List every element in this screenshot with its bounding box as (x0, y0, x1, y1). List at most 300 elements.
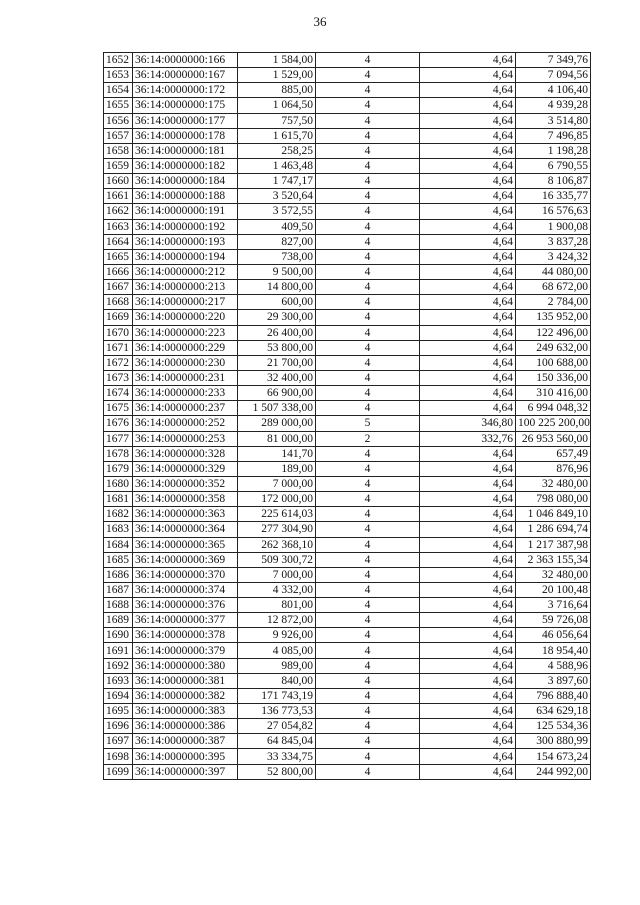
value-cell: 1 046 849,10 (516, 507, 591, 522)
table-row (104, 53, 591, 68)
rate-cell: 346,80 (420, 416, 516, 431)
class-cell: 4 (316, 204, 420, 219)
area-cell: 3 572,55 (238, 204, 316, 219)
value-cell: 6 994 048,32 (516, 401, 591, 416)
row-number-cell: 1696 (104, 719, 133, 734)
rate-cell: 4,64 (420, 355, 516, 370)
class-cell: 4 (316, 264, 420, 279)
area-cell: 801,00 (238, 598, 316, 613)
rate-cell: 4,64 (420, 598, 516, 613)
row-number-cell: 1678 (104, 446, 133, 461)
cadastral-number-cell: 36:14:0000000:184 (133, 174, 238, 189)
rate-cell: 4,64 (420, 446, 516, 461)
row-number-cell: 1676 (104, 416, 133, 431)
area-cell: 1 747,17 (238, 174, 316, 189)
row-number-cell: 1654 (104, 83, 133, 98)
area-cell: 7 000,00 (238, 567, 316, 582)
value-cell: 1 286 694,74 (516, 522, 591, 537)
value-cell: 4 588,96 (516, 658, 591, 673)
class-cell: 4 (316, 643, 420, 658)
rate-cell: 4,64 (420, 204, 516, 219)
value-cell: 3 514,80 (516, 113, 591, 128)
rate-cell: 4,64 (420, 53, 516, 68)
class-cell: 4 (316, 582, 420, 597)
row-number-cell: 1681 (104, 492, 133, 507)
area-cell: 9 926,00 (238, 628, 316, 643)
class-cell: 4 (316, 658, 420, 673)
table-row (104, 598, 591, 613)
cadastral-number-cell: 36:14:0000000:387 (133, 734, 238, 749)
table-row (104, 764, 591, 779)
value-cell: 798 080,00 (516, 492, 591, 507)
area-cell: 289 000,00 (238, 416, 316, 431)
value-cell: 20 100,48 (516, 582, 591, 597)
row-number-cell: 1684 (104, 537, 133, 552)
row-number-cell: 1693 (104, 673, 133, 688)
cadastral-number-cell: 36:14:0000000:386 (133, 719, 238, 734)
table-row (104, 613, 591, 628)
cadastral-number-cell: 36:14:0000000:217 (133, 295, 238, 310)
class-cell: 4 (316, 704, 420, 719)
class-cell: 4 (316, 598, 420, 613)
area-cell: 225 614,03 (238, 507, 316, 522)
table-row (104, 643, 591, 658)
row-number-cell: 1665 (104, 249, 133, 264)
table-row (104, 537, 591, 552)
class-cell: 4 (316, 507, 420, 522)
area-cell: 1 615,70 (238, 128, 316, 143)
table-row (104, 446, 591, 461)
value-cell: 876,96 (516, 461, 591, 476)
area-cell: 64 845,04 (238, 734, 316, 749)
row-number-cell: 1652 (104, 53, 133, 68)
rate-cell: 4,64 (420, 295, 516, 310)
class-cell: 4 (316, 310, 420, 325)
cadastral-number-cell: 36:14:0000000:182 (133, 158, 238, 173)
value-cell: 2 363 155,34 (516, 552, 591, 567)
cadastral-number-cell: 36:14:0000000:352 (133, 476, 238, 491)
rate-cell: 4,64 (420, 522, 516, 537)
rate-cell: 4,64 (420, 234, 516, 249)
cadastral-number-cell: 36:14:0000000:363 (133, 507, 238, 522)
cadastral-number-cell: 36:14:0000000:237 (133, 401, 238, 416)
table-row (104, 582, 591, 597)
table-row (104, 522, 591, 537)
value-cell: 657,49 (516, 446, 591, 461)
cadastral-number-cell: 36:14:0000000:397 (133, 764, 238, 779)
row-number-cell: 1660 (104, 174, 133, 189)
class-cell: 4 (316, 401, 420, 416)
area-cell: 600,00 (238, 295, 316, 310)
cadastral-number-cell: 36:14:0000000:166 (133, 53, 238, 68)
rate-cell: 4,64 (420, 658, 516, 673)
table-row (104, 552, 591, 567)
table-row (104, 189, 591, 204)
class-cell: 4 (316, 355, 420, 370)
row-number-cell: 1698 (104, 749, 133, 764)
area-cell: 1 584,00 (238, 53, 316, 68)
rate-cell: 4,64 (420, 704, 516, 719)
rate-cell: 4,64 (420, 189, 516, 204)
table-row (104, 98, 591, 113)
class-cell: 4 (316, 734, 420, 749)
table-row (104, 340, 591, 355)
rate-cell: 4,64 (420, 219, 516, 234)
area-cell: 7 000,00 (238, 476, 316, 491)
table-row (104, 204, 591, 219)
value-cell: 300 880,99 (516, 734, 591, 749)
row-number-cell: 1692 (104, 658, 133, 673)
cadastral-number-cell: 36:14:0000000:369 (133, 552, 238, 567)
rate-cell: 4,64 (420, 325, 516, 340)
table-row (104, 113, 591, 128)
cadastral-number-cell: 36:14:0000000:191 (133, 204, 238, 219)
area-cell: 26 400,00 (238, 325, 316, 340)
area-cell: 53 800,00 (238, 340, 316, 355)
area-cell: 81 000,00 (238, 431, 316, 446)
table-body (104, 53, 591, 780)
area-cell: 21 700,00 (238, 355, 316, 370)
area-cell: 738,00 (238, 249, 316, 264)
rate-cell: 4,64 (420, 749, 516, 764)
value-cell: 150 336,00 (516, 370, 591, 385)
row-number-cell: 1680 (104, 476, 133, 491)
table-row (104, 628, 591, 643)
rate-cell: 4,64 (420, 673, 516, 688)
cadastral-number-cell: 36:14:0000000:358 (133, 492, 238, 507)
area-cell: 189,00 (238, 461, 316, 476)
rate-cell: 4,64 (420, 764, 516, 779)
area-cell: 32 400,00 (238, 370, 316, 385)
value-cell: 135 952,00 (516, 310, 591, 325)
value-cell: 154 673,24 (516, 749, 591, 764)
rate-cell: 4,64 (420, 158, 516, 173)
cadastral-number-cell: 36:14:0000000:329 (133, 461, 238, 476)
area-cell: 258,25 (238, 143, 316, 158)
class-cell: 4 (316, 98, 420, 113)
cadastral-number-cell: 36:14:0000000:220 (133, 310, 238, 325)
area-cell: 989,00 (238, 658, 316, 673)
area-cell: 1 463,48 (238, 158, 316, 173)
table-row (104, 507, 591, 522)
table-row (104, 158, 591, 173)
rate-cell: 4,64 (420, 643, 516, 658)
cadastral-number-cell: 36:14:0000000:383 (133, 704, 238, 719)
rate-cell: 4,64 (420, 507, 516, 522)
area-cell: 27 054,82 (238, 719, 316, 734)
row-number-cell: 1679 (104, 461, 133, 476)
class-cell: 4 (316, 189, 420, 204)
row-number-cell: 1657 (104, 128, 133, 143)
cadastral-number-cell: 36:14:0000000:378 (133, 628, 238, 643)
rate-cell: 4,64 (420, 98, 516, 113)
row-number-cell: 1685 (104, 552, 133, 567)
class-cell: 4 (316, 537, 420, 552)
value-cell: 122 496,00 (516, 325, 591, 340)
cadastral-number-cell: 36:14:0000000:230 (133, 355, 238, 370)
cadastral-number-cell: 36:14:0000000:175 (133, 98, 238, 113)
row-number-cell: 1675 (104, 401, 133, 416)
row-number-cell: 1672 (104, 355, 133, 370)
table-row (104, 704, 591, 719)
class-cell: 4 (316, 143, 420, 158)
cadastral-number-cell: 36:14:0000000:181 (133, 143, 238, 158)
class-cell: 4 (316, 295, 420, 310)
cadastral-number-cell: 36:14:0000000:253 (133, 431, 238, 446)
value-cell: 18 954,40 (516, 643, 591, 658)
table-row (104, 431, 591, 446)
table-row (104, 658, 591, 673)
rate-cell: 4,64 (420, 582, 516, 597)
cadastral-number-cell: 36:14:0000000:231 (133, 370, 238, 385)
rate-cell: 4,64 (420, 249, 516, 264)
value-cell: 32 480,00 (516, 476, 591, 491)
area-cell: 136 773,53 (238, 704, 316, 719)
cadastral-number-cell: 36:14:0000000:177 (133, 113, 238, 128)
value-cell: 3 837,28 (516, 234, 591, 249)
class-cell: 4 (316, 567, 420, 582)
data-table (103, 52, 591, 780)
table-row (104, 476, 591, 491)
cadastral-number-cell: 36:14:0000000:395 (133, 749, 238, 764)
value-cell: 1 198,28 (516, 143, 591, 158)
class-cell: 4 (316, 325, 420, 340)
cadastral-number-cell: 36:14:0000000:379 (133, 643, 238, 658)
rate-cell: 4,64 (420, 68, 516, 83)
cadastral-number-cell: 36:14:0000000:364 (133, 522, 238, 537)
table-row (104, 280, 591, 295)
area-cell: 12 872,00 (238, 613, 316, 628)
value-cell: 3 424,32 (516, 249, 591, 264)
value-cell: 68 672,00 (516, 280, 591, 295)
rate-cell: 4,64 (420, 128, 516, 143)
value-cell: 32 480,00 (516, 567, 591, 582)
row-number-cell: 1662 (104, 204, 133, 219)
rate-cell: 4,64 (420, 401, 516, 416)
value-cell: 1 217 387,98 (516, 537, 591, 552)
cadastral-number-cell: 36:14:0000000:172 (133, 83, 238, 98)
row-number-cell: 1659 (104, 158, 133, 173)
table-row (104, 688, 591, 703)
table-row (104, 355, 591, 370)
class-cell: 4 (316, 386, 420, 401)
cadastral-number-cell: 36:14:0000000:374 (133, 582, 238, 597)
class-cell: 4 (316, 370, 420, 385)
table-row (104, 295, 591, 310)
value-cell: 59 726,08 (516, 613, 591, 628)
area-cell: 4 085,00 (238, 643, 316, 658)
rate-cell: 4,64 (420, 340, 516, 355)
area-cell: 66 900,00 (238, 386, 316, 401)
rate-cell: 4,64 (420, 719, 516, 734)
class-cell: 4 (316, 249, 420, 264)
rate-cell: 332,76 (420, 431, 516, 446)
class-cell: 4 (316, 764, 420, 779)
value-cell: 1 900,08 (516, 219, 591, 234)
row-number-cell: 1673 (104, 370, 133, 385)
class-cell: 4 (316, 492, 420, 507)
rate-cell: 4,64 (420, 613, 516, 628)
class-cell: 4 (316, 68, 420, 83)
class-cell: 4 (316, 128, 420, 143)
cadastral-number-cell: 36:14:0000000:252 (133, 416, 238, 431)
rate-cell: 4,64 (420, 280, 516, 295)
class-cell: 4 (316, 719, 420, 734)
area-cell: 509 300,72 (238, 552, 316, 567)
row-number-cell: 1655 (104, 98, 133, 113)
area-cell: 3 520,64 (238, 189, 316, 204)
table-row (104, 567, 591, 582)
rate-cell: 4,64 (420, 492, 516, 507)
class-cell: 4 (316, 461, 420, 476)
table-row (104, 128, 591, 143)
class-cell: 2 (316, 431, 420, 446)
class-cell: 4 (316, 219, 420, 234)
area-cell: 52 800,00 (238, 764, 316, 779)
class-cell: 4 (316, 280, 420, 295)
table-row (104, 461, 591, 476)
table-row (104, 325, 591, 340)
rate-cell: 4,64 (420, 370, 516, 385)
area-cell: 1 507 338,00 (238, 401, 316, 416)
table-row (104, 310, 591, 325)
cadastral-number-cell: 36:14:0000000:178 (133, 128, 238, 143)
cadastral-number-cell: 36:14:0000000:380 (133, 658, 238, 673)
area-cell: 33 334,75 (238, 749, 316, 764)
area-cell: 885,00 (238, 83, 316, 98)
table-row (104, 370, 591, 385)
row-number-cell: 1653 (104, 68, 133, 83)
cadastral-number-cell: 36:14:0000000:376 (133, 598, 238, 613)
table-row (104, 416, 591, 431)
area-cell: 4 332,00 (238, 582, 316, 597)
rate-cell: 4,64 (420, 386, 516, 401)
cadastral-number-cell: 36:14:0000000:213 (133, 280, 238, 295)
area-cell: 14 800,00 (238, 280, 316, 295)
cadastral-number-cell: 36:14:0000000:192 (133, 219, 238, 234)
class-cell: 4 (316, 673, 420, 688)
cadastral-number-cell: 36:14:0000000:212 (133, 264, 238, 279)
row-number-cell: 1686 (104, 567, 133, 582)
class-cell: 4 (316, 552, 420, 567)
cadastral-number-cell: 36:14:0000000:193 (133, 234, 238, 249)
table-row (104, 68, 591, 83)
area-cell: 262 368,10 (238, 537, 316, 552)
cadastral-number-cell: 36:14:0000000:223 (133, 325, 238, 340)
cadastral-number-cell: 36:14:0000000:370 (133, 567, 238, 582)
area-cell: 141,70 (238, 446, 316, 461)
cadastral-number-cell: 36:14:0000000:167 (133, 68, 238, 83)
value-cell: 26 953 560,00 (516, 431, 591, 446)
row-number-cell: 1658 (104, 143, 133, 158)
rate-cell: 4,64 (420, 537, 516, 552)
value-cell: 3 897,60 (516, 673, 591, 688)
class-cell: 4 (316, 53, 420, 68)
row-number-cell: 1671 (104, 340, 133, 355)
rate-cell: 4,64 (420, 461, 516, 476)
value-cell: 2 784,00 (516, 295, 591, 310)
value-cell: 4 106,40 (516, 83, 591, 98)
area-cell: 409,50 (238, 219, 316, 234)
row-number-cell: 1661 (104, 189, 133, 204)
value-cell: 6 790,55 (516, 158, 591, 173)
table-row (104, 719, 591, 734)
value-cell: 7 094,56 (516, 68, 591, 83)
area-cell: 172 000,00 (238, 492, 316, 507)
row-number-cell: 1683 (104, 522, 133, 537)
value-cell: 7 349,76 (516, 53, 591, 68)
table-row (104, 492, 591, 507)
row-number-cell: 1690 (104, 628, 133, 643)
area-cell: 29 300,00 (238, 310, 316, 325)
row-number-cell: 1682 (104, 507, 133, 522)
area-cell: 171 743,19 (238, 688, 316, 703)
table-row (104, 401, 591, 416)
cadastral-number-cell: 36:14:0000000:381 (133, 673, 238, 688)
value-cell: 125 534,36 (516, 719, 591, 734)
rate-cell: 4,64 (420, 734, 516, 749)
table-row (104, 264, 591, 279)
class-cell: 5 (316, 416, 420, 431)
table-row (104, 83, 591, 98)
value-cell: 46 056,64 (516, 628, 591, 643)
row-number-cell: 1667 (104, 280, 133, 295)
area-cell: 840,00 (238, 673, 316, 688)
table-row (104, 249, 591, 264)
table-row (104, 174, 591, 189)
rate-cell: 4,64 (420, 264, 516, 279)
area-cell: 757,50 (238, 113, 316, 128)
class-cell: 4 (316, 688, 420, 703)
table-row (104, 219, 591, 234)
cadastral-number-cell: 36:14:0000000:233 (133, 386, 238, 401)
row-number-cell: 1689 (104, 613, 133, 628)
page-number: 36 (313, 14, 327, 29)
table-row (104, 143, 591, 158)
area-cell: 277 304,90 (238, 522, 316, 537)
value-cell: 16 335,77 (516, 189, 591, 204)
class-cell: 4 (316, 113, 420, 128)
row-number-cell: 1674 (104, 386, 133, 401)
row-number-cell: 1691 (104, 643, 133, 658)
row-number-cell: 1664 (104, 234, 133, 249)
row-number-cell: 1694 (104, 688, 133, 703)
value-cell: 634 629,18 (516, 704, 591, 719)
table-row (104, 234, 591, 249)
row-number-cell: 1669 (104, 310, 133, 325)
value-cell: 44 080,00 (516, 264, 591, 279)
row-number-cell: 1677 (104, 431, 133, 446)
value-cell: 249 632,00 (516, 340, 591, 355)
row-number-cell: 1656 (104, 113, 133, 128)
cadastral-number-cell: 36:14:0000000:328 (133, 446, 238, 461)
row-number-cell: 1663 (104, 219, 133, 234)
value-cell: 100 688,00 (516, 355, 591, 370)
value-cell: 3 716,64 (516, 598, 591, 613)
rate-cell: 4,64 (420, 113, 516, 128)
rate-cell: 4,64 (420, 552, 516, 567)
row-number-cell: 1687 (104, 582, 133, 597)
table-row (104, 673, 591, 688)
row-number-cell: 1670 (104, 325, 133, 340)
row-number-cell: 1688 (104, 598, 133, 613)
class-cell: 4 (316, 613, 420, 628)
area-cell: 1 064,50 (238, 98, 316, 113)
rate-cell: 4,64 (420, 688, 516, 703)
cadastral-number-cell: 36:14:0000000:365 (133, 537, 238, 552)
cadastral-number-cell: 36:14:0000000:377 (133, 613, 238, 628)
area-cell: 9 500,00 (238, 264, 316, 279)
